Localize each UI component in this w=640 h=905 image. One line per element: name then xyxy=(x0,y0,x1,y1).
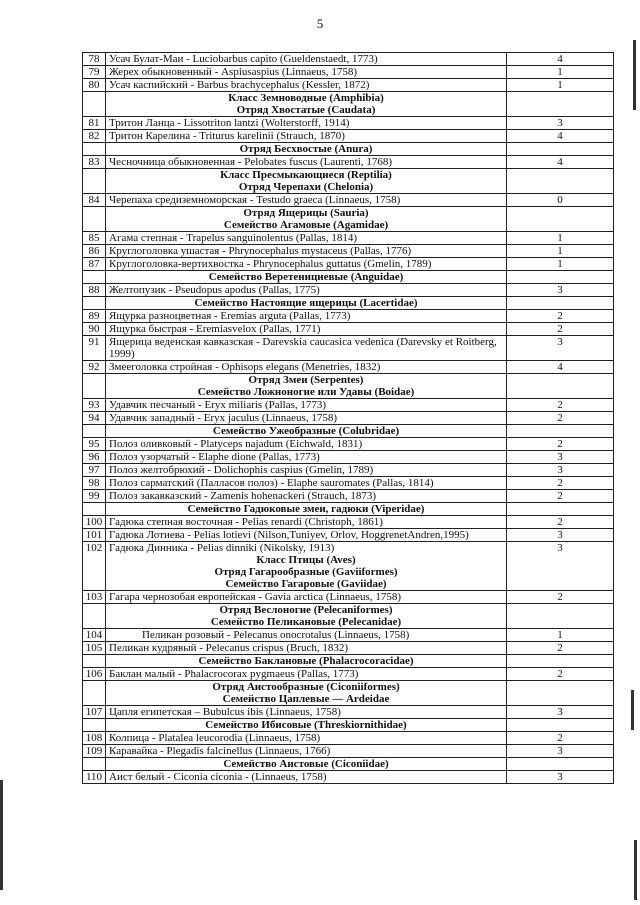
category: 3 xyxy=(507,464,614,477)
header-line: Класс Пресмыкающиеся (Reptilia) xyxy=(220,169,392,181)
table-row xyxy=(83,668,614,681)
species-name: Полоз желтобрюхий - Dolichophis caspius (Gmelin, 1789) xyxy=(109,464,374,476)
table-row xyxy=(83,117,614,130)
category: 4 xyxy=(507,156,614,169)
page-number: 5 xyxy=(316,16,324,31)
species-name-cell xyxy=(106,706,507,719)
section-header-cell xyxy=(106,681,507,706)
table-row xyxy=(83,399,614,412)
section-header-cell xyxy=(106,719,507,732)
species-name: Удавчик западный - Eryx jaculus (Linnaeus, 1758) xyxy=(109,412,337,424)
row-number: 81 xyxy=(83,117,106,130)
category: 3 xyxy=(507,771,614,784)
species-name-cell xyxy=(106,642,507,655)
category-cell xyxy=(507,374,614,399)
row-number: 98 xyxy=(83,477,106,490)
header-line: Отряд Аистообразные (Ciconiiformes) xyxy=(212,681,400,693)
species-name-cell xyxy=(106,130,507,143)
species-name-cell xyxy=(106,194,507,207)
row-number: 85 xyxy=(83,232,106,245)
header-line: Семейство Агамовые (Agamidae) xyxy=(223,219,389,231)
category-cell xyxy=(507,207,614,232)
section-header-cell xyxy=(106,655,507,668)
row-number: 95 xyxy=(83,438,106,451)
table-row xyxy=(83,66,614,79)
species-name-cell xyxy=(106,53,507,66)
species-name-cell xyxy=(106,732,507,745)
section-header-cell xyxy=(106,143,507,156)
species-table xyxy=(82,52,614,784)
row-number-cell xyxy=(83,604,106,629)
table-row xyxy=(83,258,614,271)
row-number: 102 xyxy=(83,542,106,591)
section-header-cell xyxy=(106,169,507,194)
species-name: Круглоголовка ушастая - Phrynocephalus mystaceus (Pallas, 1776) xyxy=(109,245,412,257)
table-row xyxy=(83,79,614,92)
species-name-cell xyxy=(106,258,507,271)
species-name: Баклан малый - Phalacrocorax pygmaeus (Pallas, 1773) xyxy=(109,668,359,680)
species-name: Пеликан кудрявый - Pelecanus crispus (Bruch, 1832) xyxy=(109,642,349,654)
species-name-cell xyxy=(106,399,507,412)
species-name: Гагара чернозобая европейская - Gavia arctica (Linnaeus, 1758) xyxy=(109,591,401,603)
left-edge-mark xyxy=(0,780,3,890)
species-name-cell xyxy=(106,284,507,297)
category: 3 xyxy=(507,706,614,719)
species-name: Колпица - Platalea leucorodia (Linnaeus, 1758) xyxy=(109,732,321,744)
row-number: 89 xyxy=(83,310,106,323)
right-edge-mark xyxy=(631,690,634,730)
section-header-line: Класс Птицы (Aves) xyxy=(256,554,356,566)
row-number-cell xyxy=(83,297,106,310)
row-number-cell xyxy=(83,758,106,771)
row-number: 88 xyxy=(83,284,106,297)
section-header-cell xyxy=(106,374,507,399)
section-header-row xyxy=(83,604,614,629)
species-name-cell xyxy=(106,668,507,681)
category: 1 xyxy=(507,629,614,642)
category: 1 xyxy=(507,66,614,79)
section-header-row xyxy=(83,681,614,706)
section-header-row xyxy=(83,92,614,117)
section-header-cell xyxy=(106,207,507,232)
species-name-cell xyxy=(106,245,507,258)
table-row xyxy=(83,629,614,642)
section-header-line: Семейство Гагаровые (Gaviidae) xyxy=(225,578,387,590)
category-cell xyxy=(507,143,614,156)
species-name: Гадюка Лотиева - Pelias lotievi (Nilson,Tuniyev, Orlov, HoggrenetAndren,1995) xyxy=(109,529,469,541)
section-header-row xyxy=(83,425,614,438)
table-row xyxy=(83,591,614,604)
species-name-cell xyxy=(106,451,507,464)
table-row xyxy=(83,745,614,758)
row-number: 82 xyxy=(83,130,106,143)
row-number: 99 xyxy=(83,490,106,503)
species-name-cell xyxy=(106,79,507,92)
category-cell xyxy=(507,425,614,438)
species-name-cell xyxy=(106,464,507,477)
table-row xyxy=(83,642,614,655)
species-name-cell xyxy=(106,516,507,529)
header-line: Семейство Настоящие ящерицы (Lacertidae) xyxy=(194,297,418,309)
table-row xyxy=(83,194,614,207)
species-name: Гадюка Динника - Pelias dinniki (Nikolsky, 1913) xyxy=(109,542,335,554)
category: 4 xyxy=(507,130,614,143)
row-number: 91 xyxy=(83,336,106,361)
row-number: 107 xyxy=(83,706,106,719)
section-header-row xyxy=(83,719,614,732)
category: 1 xyxy=(507,245,614,258)
row-number: 109 xyxy=(83,745,106,758)
category-cell xyxy=(507,604,614,629)
header-line: Семейство Ложноногие или Удавы (Boidae) xyxy=(197,386,415,398)
row-number: 104 xyxy=(83,629,106,642)
category: 3 xyxy=(507,745,614,758)
category: 4 xyxy=(507,53,614,66)
row-number-cell xyxy=(83,425,106,438)
section-header-row xyxy=(83,374,614,399)
species-name: Ящерица веденская кавказская - Darevskia caucasica vedenica (Darevsky et Roitberg, 1999) xyxy=(109,336,497,360)
category: 2 xyxy=(507,668,614,681)
species-name: Тритон Карелина - Triturus karelinii (Strauch, 1870) xyxy=(109,130,345,142)
species-name-cell xyxy=(106,745,507,758)
table-row xyxy=(83,516,614,529)
header-line: Отряд Бесхвостые (Anura) xyxy=(239,143,373,155)
table-row xyxy=(83,323,614,336)
row-number-cell xyxy=(83,681,106,706)
header-line: Семейство Ибисовые (Threskiornithidae) xyxy=(205,719,407,731)
row-number-cell xyxy=(83,92,106,117)
header-line: Отряд Веслоногие (Pelecaniformes) xyxy=(219,604,393,616)
table-row xyxy=(83,771,614,784)
section-header-row xyxy=(83,655,614,668)
row-number: 78 xyxy=(83,53,106,66)
row-number: 84 xyxy=(83,194,106,207)
category: 0 xyxy=(507,194,614,207)
section-header-row xyxy=(83,297,614,310)
species-name-cell xyxy=(106,336,507,361)
species-name: Желтопузик - Pseudopus apodus (Pallas, 1775) xyxy=(109,284,320,296)
species-name: Ящурка разноцветная - Eremias arguta (Pallas, 1773) xyxy=(109,310,351,322)
row-number: 83 xyxy=(83,156,106,169)
category: 3 xyxy=(507,529,614,542)
category-cell xyxy=(507,758,614,771)
section-header-row xyxy=(83,503,614,516)
row-number-cell xyxy=(83,143,106,156)
row-number: 96 xyxy=(83,451,106,464)
row-number: 87 xyxy=(83,258,106,271)
category: 3 xyxy=(507,451,614,464)
header-line: Семейство Пеликановые (Pelecanidae) xyxy=(210,616,402,628)
row-number-cell xyxy=(83,207,106,232)
section-header-row xyxy=(83,207,614,232)
species-name: Черепаха средиземноморская - Testudo graeca (Linnaeus, 1758) xyxy=(109,194,401,206)
row-number: 101 xyxy=(83,529,106,542)
header-line: Отряд Черепахи (Chelonia) xyxy=(238,181,374,193)
section-header-line: Отряд Гагарообразные (Gaviiformes) xyxy=(214,566,398,578)
table-row xyxy=(83,284,614,297)
species-name-cell xyxy=(106,629,507,642)
species-name: Аист белый - Ciconia ciconia - (Linnaeus, 1758) xyxy=(109,771,327,783)
category: 2 xyxy=(507,477,614,490)
header-line: Семейство Веретенициевые (Anguidae) xyxy=(208,271,404,283)
category: 3 xyxy=(507,336,614,361)
header-line: Семейство Ужеобразные (Colubridae) xyxy=(212,425,400,437)
row-number-cell xyxy=(83,169,106,194)
species-name: Полоз закавказский - Zamenis hohenackeri (Strauch, 1873) xyxy=(109,490,376,502)
table-row xyxy=(83,529,614,542)
row-number-cell xyxy=(83,374,106,399)
row-number: 94 xyxy=(83,412,106,425)
species-name: Тритон Ланца - Lissotriton lantzi (Wolterstorff, 1914) xyxy=(109,117,350,129)
section-header-cell xyxy=(106,604,507,629)
row-number: 79 xyxy=(83,66,106,79)
table-row xyxy=(83,412,614,425)
row-number-cell xyxy=(83,719,106,732)
category: 4 xyxy=(507,361,614,374)
category-cell xyxy=(507,297,614,310)
section-header-cell xyxy=(106,758,507,771)
category: 3 xyxy=(507,542,614,591)
category: 1 xyxy=(507,232,614,245)
table-row xyxy=(83,53,614,66)
species-name-cell xyxy=(106,591,507,604)
section-header-row xyxy=(83,758,614,771)
section-header-cell xyxy=(106,503,507,516)
row-number: 108 xyxy=(83,732,106,745)
row-number-cell xyxy=(83,503,106,516)
section-header-row xyxy=(83,169,614,194)
row-number-cell xyxy=(83,655,106,668)
species-name-cell xyxy=(106,117,507,130)
species-name: Усач каспийский - Barbus brachycephalus (Kessler, 1872) xyxy=(109,79,370,91)
category-cell xyxy=(507,271,614,284)
row-number: 106 xyxy=(83,668,106,681)
right-edge-mark xyxy=(634,840,637,900)
table-row xyxy=(83,232,614,245)
table-row xyxy=(83,438,614,451)
section-header-cell xyxy=(106,92,507,117)
header-line: Семейство Цаплевые — Ardeidae xyxy=(222,693,390,705)
header-line: Семейство Аистовые (Ciconiidae) xyxy=(223,758,389,770)
section-header-cell xyxy=(106,271,507,284)
category: 3 xyxy=(507,117,614,130)
species-name: Пеликан розовый - Pelecanus onocrotalus (Linnaeus, 1758) xyxy=(142,629,410,641)
species-name: Каравайка - Plegadis falcinellus (Linnaeus, 1766) xyxy=(109,745,331,757)
species-name-cell xyxy=(106,156,507,169)
species-name: Ящурка быстрая - Eremiasvelox (Pallas, 1771) xyxy=(109,323,321,335)
row-number: 100 xyxy=(83,516,106,529)
species-table-body xyxy=(83,53,614,784)
species-name-cell xyxy=(106,542,507,591)
species-name: Полоз узорчатый - Elaphe dione (Pallas, 1773) xyxy=(109,451,320,463)
header-line: Класс Земноводные (Amphibia) xyxy=(228,92,384,104)
section-header-row xyxy=(83,271,614,284)
table-row xyxy=(83,310,614,323)
row-number: 103 xyxy=(83,591,106,604)
table-row xyxy=(83,477,614,490)
table-row xyxy=(83,542,614,591)
header-line: Отряд Ящерицы (Sauria) xyxy=(243,207,369,219)
category: 1 xyxy=(507,258,614,271)
category: 2 xyxy=(507,732,614,745)
table-row xyxy=(83,490,614,503)
category: 2 xyxy=(507,412,614,425)
species-name-cell xyxy=(106,412,507,425)
species-name: Круглоголовка-вертихвостка - Phrynocephalus guttatus (Gmelin, 1789) xyxy=(109,258,432,270)
category-cell xyxy=(507,169,614,194)
species-name: Жерех обыкновенный - Aspiusaspius (Linnaeus, 1758) xyxy=(109,66,358,78)
header-line: Семейство Гадюковые змеи, гадюки (Viperidae) xyxy=(187,503,425,515)
section-header-row xyxy=(83,143,614,156)
section-header-cell xyxy=(106,425,507,438)
row-number: 105 xyxy=(83,642,106,655)
row-number: 110 xyxy=(83,771,106,784)
species-name: Агама степная - Trapelus sanguinolentus (Pallas, 1814) xyxy=(109,232,357,244)
category: 2 xyxy=(507,490,614,503)
category: 2 xyxy=(507,399,614,412)
row-number: 93 xyxy=(83,399,106,412)
category-cell xyxy=(507,503,614,516)
category-cell xyxy=(507,92,614,117)
category-cell xyxy=(507,655,614,668)
species-name-cell xyxy=(106,361,507,374)
table-row xyxy=(83,361,614,374)
category: 2 xyxy=(507,310,614,323)
row-number: 80 xyxy=(83,79,106,92)
species-name: Полоз сарматский (Палласов полоз) - Elaphe sauromates (Pallas, 1814) xyxy=(109,477,434,489)
species-name-cell xyxy=(106,66,507,79)
species-name-cell xyxy=(106,529,507,542)
section-header-cell xyxy=(106,297,507,310)
species-name-cell xyxy=(106,490,507,503)
category: 1 xyxy=(507,79,614,92)
category: 2 xyxy=(507,642,614,655)
species-name-cell xyxy=(106,438,507,451)
species-name: Цапля египетская – Bubulcus ibis (Linnaeus, 1758) xyxy=(109,706,341,718)
category: 2 xyxy=(507,438,614,451)
category: 2 xyxy=(507,323,614,336)
species-name: Удавчик песчаный - Eryx miliaris (Pallas, 1773) xyxy=(109,399,327,411)
table-row xyxy=(83,245,614,258)
row-number: 97 xyxy=(83,464,106,477)
category: 3 xyxy=(507,284,614,297)
table-row xyxy=(83,336,614,361)
header-line: Семейство Баклановые (Phalacrocoracidae) xyxy=(198,655,414,667)
species-name: Полоз оливковый - Platyceps najadum (Eichwald, 1831) xyxy=(109,438,363,450)
species-name-cell xyxy=(106,771,507,784)
row-number: 92 xyxy=(83,361,106,374)
table-row xyxy=(83,464,614,477)
header-line: Отряд Змеи (Serpentes) xyxy=(248,374,364,386)
species-name-cell xyxy=(106,232,507,245)
category: 2 xyxy=(507,591,614,604)
table-row xyxy=(83,451,614,464)
row-number: 90 xyxy=(83,323,106,336)
species-name: Змееголовка стройная - Ophisops elegans (Menetries, 1832) xyxy=(109,361,381,373)
category: 2 xyxy=(507,516,614,529)
table-row xyxy=(83,130,614,143)
table-row xyxy=(83,706,614,719)
species-name: Чесночница обыкновенная - Pelobates fuscus (Laurenti, 1768) xyxy=(109,156,393,168)
header-line: Отряд Хвостатые (Caudata) xyxy=(236,104,376,116)
row-number-cell xyxy=(83,271,106,284)
species-name: Гадюка степная восточная - Pelias renardi (Christoph, 1861) xyxy=(109,516,383,528)
table-row xyxy=(83,732,614,745)
species-name-cell xyxy=(106,323,507,336)
species-name-cell xyxy=(106,310,507,323)
right-edge-mark xyxy=(633,40,636,110)
row-number: 86 xyxy=(83,245,106,258)
table-row xyxy=(83,156,614,169)
species-name: Усач Булат-Маи - Luciobarbus capito (Gueldenstaedt, 1773) xyxy=(109,53,378,65)
category-cell xyxy=(507,719,614,732)
category-cell xyxy=(507,681,614,706)
species-name-cell xyxy=(106,477,507,490)
